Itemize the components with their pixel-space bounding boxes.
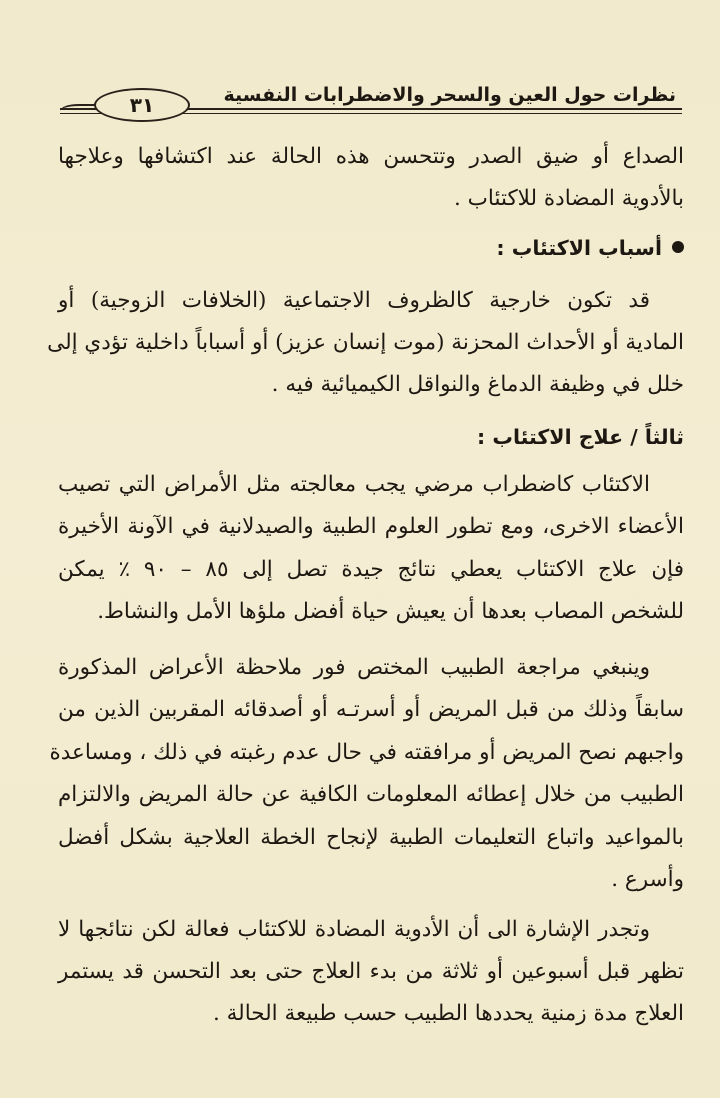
text-line: وينبغي مراجعة الطبيب المختص فور ملاحظة الأعراض المذكورة — [58, 655, 650, 680]
text-line: للشخص المصاب بعدها أن يعيش حياة أفضل ملؤها الأمل والنشاط. — [97, 599, 684, 624]
page-number: ٣١ — [94, 88, 190, 122]
text-line: الصداع أو ضيق الصدر وتتحسن هذه الحالة عند اكتشافها وعلاجها — [58, 144, 684, 169]
text-line: سابقاً وذلك من قبل المريض أو أسرتـه أو أصدقائه المقربين الذين من — [58, 697, 684, 722]
text-line: العلاج مدة زمنية يحددها الطبيب حسب طبيعة الحالة . — [212, 1001, 684, 1026]
text-line: وأسرع . — [611, 867, 684, 892]
heading-text: أسباب الاكتئاب : — [496, 236, 662, 260]
section-heading-causes — [58, 232, 684, 266]
book-title: نظرات حول العين والسحر والاضطرابات النفسية — [214, 84, 682, 106]
text-line: خلل في وظيفة الدماغ والنواقل الكيميائية فيه . — [271, 372, 684, 397]
text-line: فإن علاج الاكتئاب يعطي نتائج جيدة تصل إلى ٨٥ – ٩٠ ٪ يمكن — [58, 557, 685, 582]
text-line: الأعضاء الاخرى، ومع تطور العلوم الطبية والصيدلانية في الآونة الأخيرة — [58, 514, 684, 539]
header-ornament-tail — [60, 104, 98, 118]
text-line: المادية أو الأحداث المحزنة (موت إنسان عزيز) أو أسباباً داخلية تؤدي إلى — [47, 330, 684, 355]
text-line: تظهر قبل أسبوعين أو ثلاثة من بدء العلاج حتى بعد التحسن قد يستمر — [58, 959, 684, 984]
text-line: واجبهم نصح المريض أو مرافقته في حال عدم رغبته في ذلك ، ومساعدة — [49, 740, 684, 765]
section-heading-treatment: ثالثاً / علاج الاكتئاب : — [477, 425, 684, 449]
running-header — [60, 80, 682, 126]
text-line: بالمواعيد واتباع التعليمات الطبية لإنجاح الخطة العلاجية بشكل أفضل — [58, 825, 684, 850]
bullet-icon — [672, 241, 684, 253]
text-line: وتجدر الإشارة الى أن الأدوية المضادة للاكتئاب فعالة لكن نتائجها لا — [58, 917, 650, 942]
text-line: الطبيب من خلال إعطائه المعلومات الكافية عن حالة المريض والالتزام — [58, 782, 684, 807]
text-line: بالأدوية المضادة للاكتئاب . — [454, 186, 684, 211]
text-line: قد تكون خارجية كالظروف الاجتماعية (الخلافات الزوجية) أو — [58, 288, 650, 313]
text-line: الاكتئاب كاضطراب مرضي يجب معالجته مثل الأمراض التي تصيب — [58, 472, 650, 497]
